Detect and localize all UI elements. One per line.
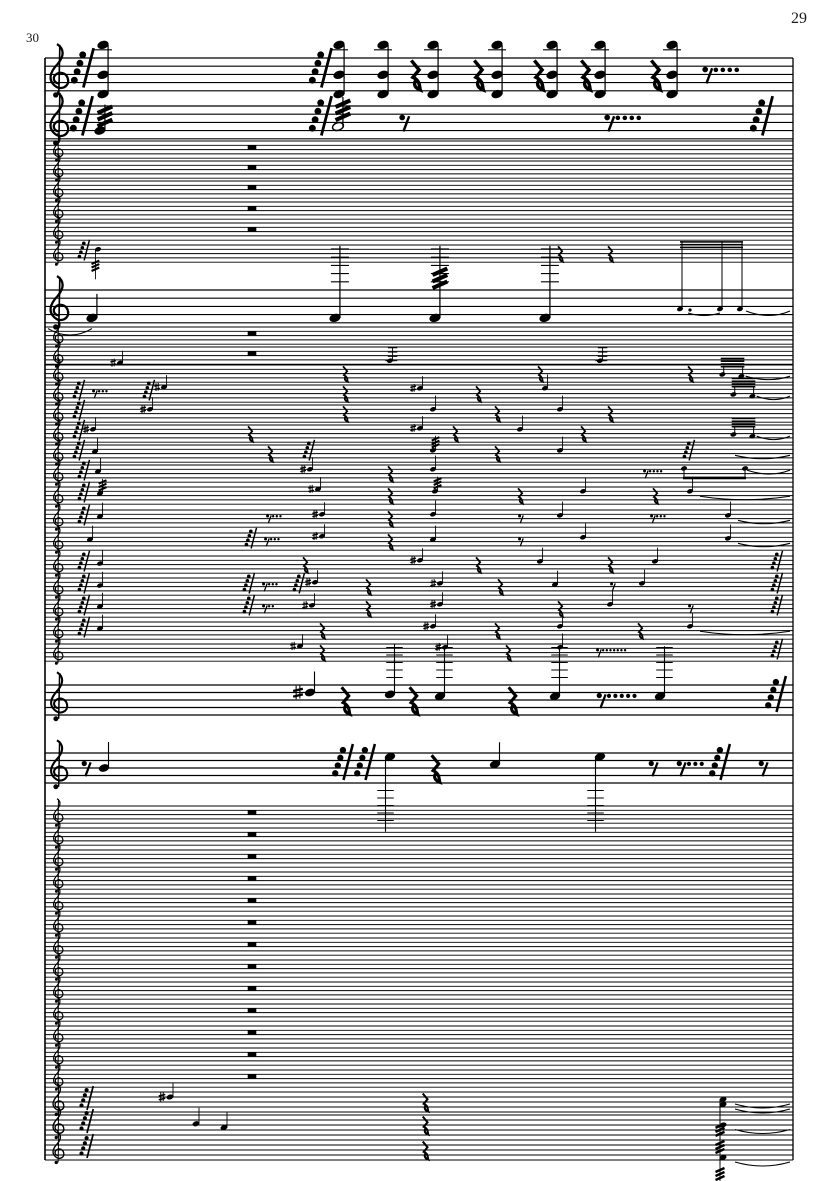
treble-clef-icon [51,44,69,98]
note-glyph [98,742,110,773]
wrest-glyph [248,165,257,169]
erest8-glyph [399,115,409,132]
wrest-glyph [248,942,257,946]
grace-glyph [765,676,786,712]
staff-30 [45,865,793,893]
edots-glyph [604,115,641,132]
qrest-glyph [423,1094,429,1112]
grace-glyph [245,528,257,549]
grace-glyph [309,48,332,87]
grace-glyph [771,573,783,594]
grace-glyph [332,744,353,780]
staff-11 [45,358,793,386]
wrest-glyph [248,876,257,880]
wrest-glyph [248,854,257,858]
note-glyph [329,246,349,323]
note-glyph [580,524,587,541]
treble-clef-icon [51,740,67,789]
staff-40 [45,1084,793,1117]
grace-glyph [78,595,90,616]
wrest-glyph [248,351,257,355]
staff-19 [45,526,793,554]
note-glyph [539,246,559,323]
note-glyph [97,572,104,589]
wrest-glyph [248,1008,257,1012]
qrest-glyph [509,687,517,714]
tremnote-glyph [97,479,107,496]
sharpnote-glyph [308,477,321,493]
tremnote-glyph [92,247,102,280]
note-glyph [92,438,99,455]
page-number: 29 [791,10,807,27]
tie-glyph [700,631,790,634]
wrest-glyph [248,986,257,990]
staff-42 [45,1132,793,1165]
qrest-glyph [534,60,543,90]
edots-glyph [702,67,739,84]
trembeam-glyph [719,358,790,380]
staff-27 [45,799,793,827]
staff-24 [45,637,793,665]
treble-clef-icon [54,238,63,266]
tremnote-glyph [94,105,113,136]
note-glyph [587,752,606,832]
grace-glyph [750,96,773,135]
grace-glyph [73,440,85,461]
grace-glyph [354,744,375,780]
qrest-glyph [342,687,350,714]
staff-5 [45,195,793,223]
note-glyph [580,478,587,495]
grace-glyph [78,505,90,526]
staff-31 [45,887,793,915]
wrest-glyph [248,1030,257,1034]
grace-glyph [771,595,783,616]
tie-glyph [700,496,790,499]
measure-number: 30 [26,30,39,45]
wrest-glyph [248,920,257,924]
staff-36 [45,997,793,1025]
grace-glyph [73,400,85,421]
qrest-glyph [423,1117,429,1135]
tie-glyph [735,1162,790,1166]
treble-clef-icon [54,637,63,665]
grace-glyph [78,617,90,638]
staff-34 [45,953,793,981]
note-glyph [95,458,102,475]
staff-35 [45,975,793,1003]
grace-glyph [709,744,730,780]
note-glyph [220,1112,228,1131]
staff-39 [45,1063,793,1091]
note-glyph [607,591,614,608]
sharpnote-glyph [290,634,303,650]
note-glyph [430,526,437,543]
staff-17 [45,480,793,508]
tremnote-glyph [716,1154,727,1181]
grace-glyph [683,440,695,461]
note-glyph [430,501,437,518]
wrest-glyph [248,145,257,149]
note-glyph [377,752,396,832]
qrest-glyph [410,687,418,714]
wrest-glyph [248,1074,257,1078]
wrest-glyph [248,185,257,189]
staff-29 [45,843,793,871]
staff-1 [45,92,793,146]
grace-glyph [71,48,94,87]
note-glyph [687,478,694,495]
wrest-glyph [248,898,257,902]
wrest-glyph [248,1052,257,1056]
treble-clef-icon [53,1132,64,1165]
grace-glyph [243,573,255,594]
grace-glyph [73,420,85,441]
staff-22 [45,593,793,621]
trembeam-glyph [730,378,790,400]
wrest-glyph [248,810,257,814]
staff-21 [45,571,793,599]
staff-18 [45,503,793,531]
grace-glyph [243,595,255,616]
grace-glyph [73,380,85,401]
qrest-glyph [474,60,483,90]
note-glyph [192,1108,200,1127]
grace-glyph [79,1086,93,1110]
staff-33 [45,931,793,959]
grace-glyph [78,240,90,261]
staff-32 [45,909,793,937]
note-glyph [97,550,104,567]
staff-37 [45,1019,793,1047]
staff-41 [45,1107,793,1140]
note-glyph [542,374,549,391]
beamgrp-glyph [677,241,790,315]
grace-glyph [79,1109,93,1133]
beam2-glyph [681,466,790,480]
staff-6 [45,216,793,244]
wrest-glyph [248,964,257,968]
staff-20 [45,549,793,577]
grace-glyph [293,573,305,594]
staff-38 [45,1041,793,1069]
staff-28 [45,821,793,849]
qrest-glyph [651,60,660,90]
grace-glyph [78,460,90,481]
qrest-glyph [423,1142,429,1160]
wrest-glyph [248,832,257,836]
trembeam-glyph [730,418,790,440]
grace-glyph [78,573,90,594]
wrest-glyph [248,227,257,231]
staff-23 [45,615,793,643]
staff-9 [45,320,793,348]
grace-glyph [70,96,93,135]
note-glyph [687,613,694,630]
tremnote-glyph [429,246,449,323]
note-glyph [97,503,104,520]
grace-glyph [79,1134,93,1158]
staff-8 [45,276,793,330]
qrest-glyph [432,755,440,782]
qrest-glyph [411,60,420,90]
qrest-glyph [581,60,590,90]
grace-glyph [771,639,783,660]
grace-glyph [771,551,783,572]
note-glyph [489,742,501,769]
grace-glyph [309,96,332,135]
note-glyph [87,526,94,543]
grace-glyph [78,482,90,503]
wrest-glyph [248,206,257,210]
wrest-glyph [248,331,257,335]
sharpnote-glyph [430,571,443,587]
treble-clef-icon [51,672,67,721]
staff-2 [45,134,793,162]
grace-glyph [78,551,90,572]
sharpnote-glyph [302,593,315,609]
